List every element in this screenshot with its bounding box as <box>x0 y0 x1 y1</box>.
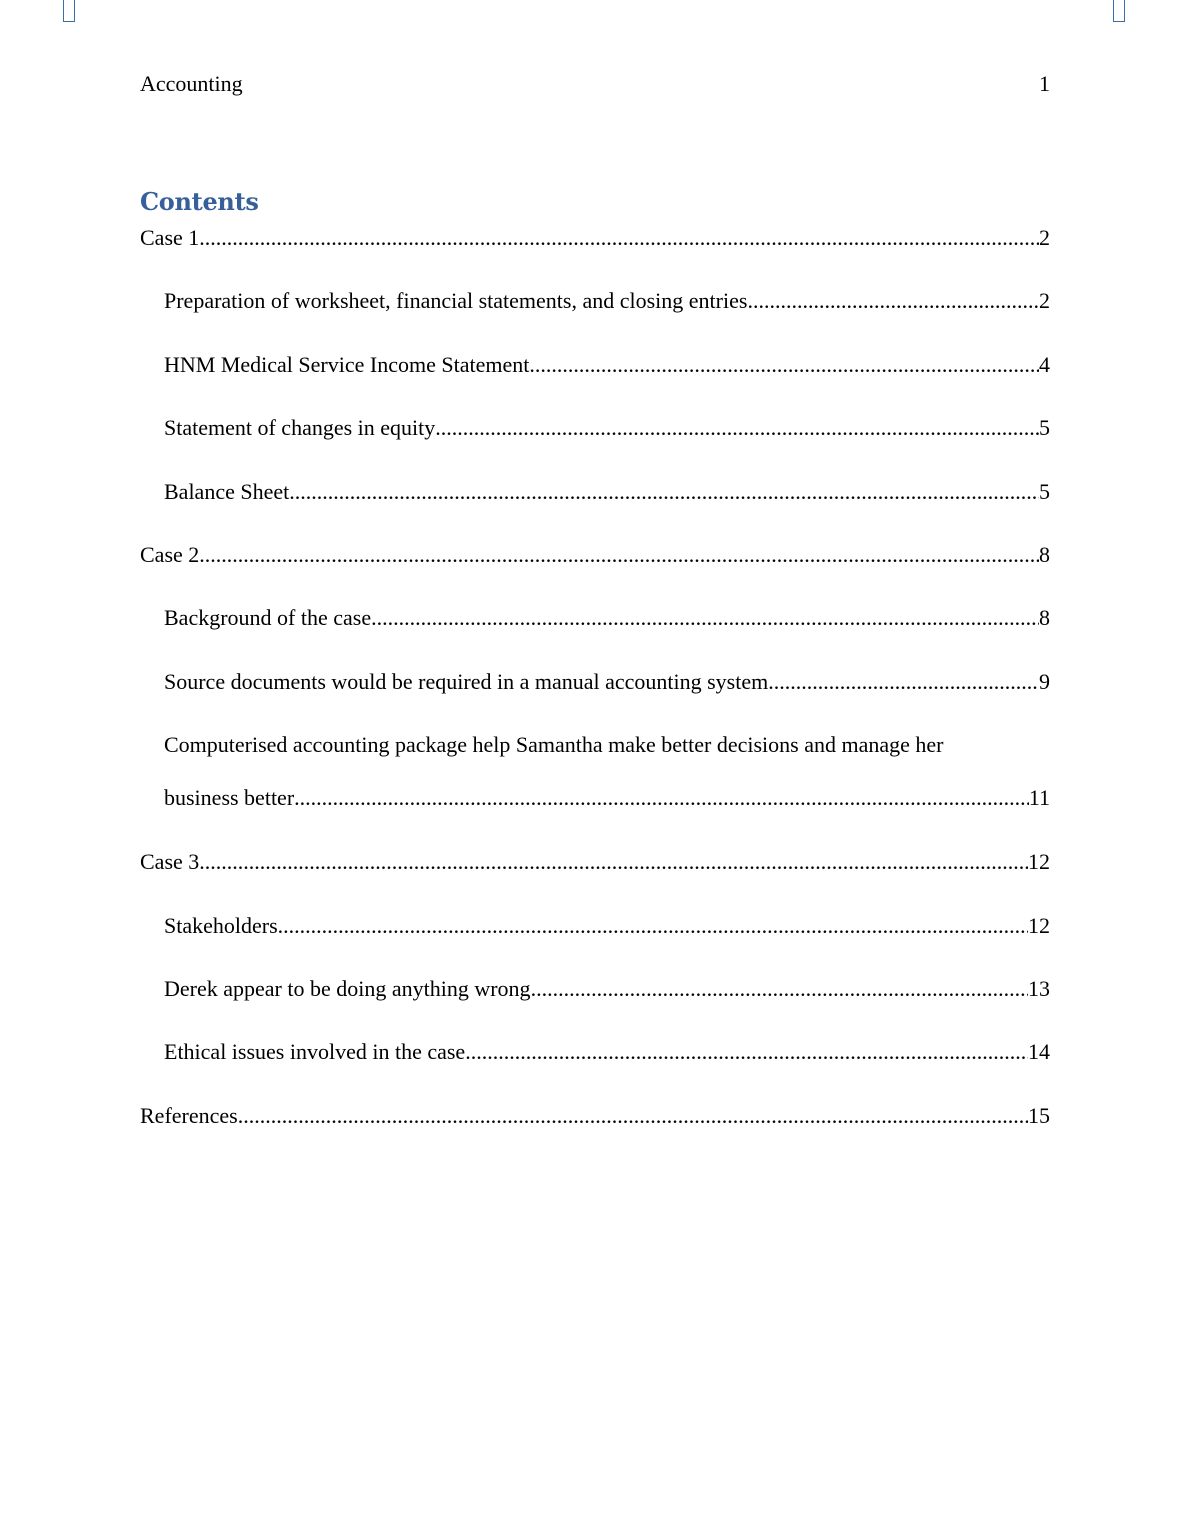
toc-dot-leader <box>278 910 1028 941</box>
toc-entry-title: Ethical issues involved in the case <box>164 1039 466 1065</box>
toc-entry-page: 12 <box>1028 849 1050 875</box>
toc-entry-title: HNM Medical Service Income Statement <box>164 351 530 377</box>
toc-entry-title: Background of the case <box>164 605 372 631</box>
toc-dot-leader <box>465 1036 1028 1067</box>
toc-heading: Contents <box>140 187 259 216</box>
toc-dot-leader <box>289 476 1039 507</box>
toc-entry-second-line <box>164 782 1050 813</box>
toc-entry-title: Statement of changes in equity <box>164 415 436 441</box>
toc-entry-income-statement[interactable] <box>140 349 1050 412</box>
right-margin-corner-mark <box>1113 0 1125 22</box>
toc-entry-case-1[interactable] <box>140 222 1050 285</box>
toc-entry-title-line-2: business better <box>164 785 295 811</box>
toc-entry-page: 2 <box>1039 288 1050 314</box>
toc-entry-title: Stakeholders <box>164 912 278 938</box>
page-number: 1 <box>1039 71 1050 96</box>
left-margin-corner-mark <box>63 0 75 22</box>
toc-entry-page: 12 <box>1028 912 1050 938</box>
toc-entry-case-2[interactable] <box>140 539 1050 602</box>
toc-entry-title: Derek appear to be doing anything wrong <box>164 975 531 1001</box>
toc-entry-page: 8 <box>1039 605 1050 631</box>
toc-entry-page: 15 <box>1028 1102 1050 1128</box>
toc-entry-page: 2 <box>1039 225 1050 250</box>
toc-entry-title: Preparation of worksheet, financial statements, and closing entries <box>164 288 748 314</box>
toc-dot-leader <box>294 782 1029 813</box>
toc-dot-leader <box>531 973 1028 1004</box>
toc-entry-page: 9 <box>1039 668 1050 694</box>
toc-entry-title: Source documents would be required in a manual accounting system <box>164 668 769 694</box>
toc-entry-changes-in-equity[interactable] <box>140 412 1050 475</box>
toc-entry-computerised-accounting[interactable] <box>140 729 1050 846</box>
toc-entry-preparation-of-worksheet[interactable] <box>140 285 1050 348</box>
toc-entry-title: Balance Sheet <box>164 478 290 504</box>
toc-entry-case-3[interactable] <box>140 846 1050 909</box>
toc-entry-ethical-issues[interactable] <box>140 1036 1050 1099</box>
toc-dot-leader <box>199 222 1039 253</box>
toc-entry-page: 4 <box>1039 351 1050 377</box>
toc-dot-leader <box>747 285 1039 316</box>
toc-dot-leader <box>529 349 1039 380</box>
toc-dot-leader <box>371 602 1039 633</box>
toc-entry-page: 5 <box>1039 415 1050 441</box>
toc-dot-leader <box>768 666 1039 697</box>
toc-entry-references[interactable] <box>140 1100 1050 1163</box>
toc-dot-leader <box>199 539 1039 570</box>
toc-dot-leader <box>199 846 1028 877</box>
toc-entry-background-of-case[interactable] <box>140 602 1050 665</box>
toc-entry-title-line-1: Computerised accounting package help Samantha make better decisions and manage her <box>164 732 944 758</box>
toc-entry-page: 14 <box>1028 1039 1050 1065</box>
toc-entry-stakeholders[interactable] <box>140 910 1050 973</box>
toc-entry-title: Case 2 <box>140 541 200 567</box>
toc-entry-balance-sheet[interactable] <box>140 476 1050 539</box>
page-header <box>140 70 1050 98</box>
toc-entry-derek-wrong[interactable] <box>140 973 1050 1036</box>
toc-entry-page: 5 <box>1039 478 1050 504</box>
toc-entry-title: Case 3 <box>140 849 200 875</box>
toc-entry-title: References <box>140 1102 238 1128</box>
toc-dot-leader <box>435 412 1039 443</box>
toc-entry-title: Case 1 <box>140 225 200 250</box>
toc-dot-leader <box>238 1100 1028 1131</box>
table-of-contents <box>140 222 1050 1163</box>
toc-entry-source-documents[interactable] <box>140 666 1050 729</box>
toc-entry-page: 11 <box>1028 785 1050 811</box>
running-title: Accounting <box>140 71 243 96</box>
toc-entry-page: 13 <box>1028 975 1050 1001</box>
toc-entry-page: 8 <box>1039 541 1050 567</box>
